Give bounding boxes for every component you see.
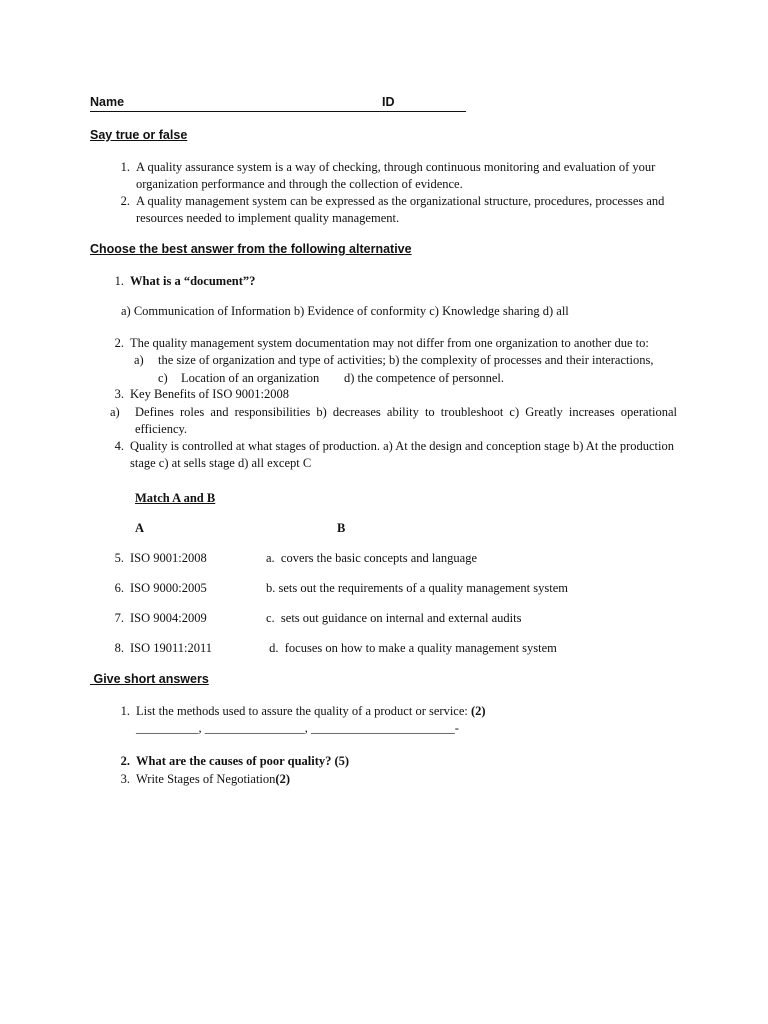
match-b: b. sets out the requirements of a quality management system bbox=[266, 581, 569, 595]
tf-item-text: A quality management system can be expressed as the organizational structure, procedures, processes and resources needed to implement quality management. bbox=[136, 194, 665, 225]
mc-options: a) the size of organization and type of activities; b) the complexity of processes and their interactions, bbox=[134, 353, 654, 367]
mc-question: 2. The quality management system documentation may not differ from one organization to another due to: bbox=[114, 336, 649, 350]
match-title: Match A and B bbox=[135, 491, 216, 505]
answer-blanks: __________, ________________, _______________________- bbox=[136, 721, 459, 735]
match-b: a. covers the basic concepts and language bbox=[266, 551, 478, 565]
match-a: ISO 9001:2008 bbox=[130, 551, 207, 565]
mc-question-text: What is a “document”? bbox=[130, 274, 256, 288]
id-label: ID bbox=[382, 95, 395, 109]
mc-question: 1. What is a “document”? bbox=[114, 274, 256, 288]
marks: (2) bbox=[471, 704, 486, 718]
match-b: c. sets out guidance on internal and external audits bbox=[266, 611, 522, 625]
tf-item: 1. A quality assurance system is a way of checking, through continuous monitoring and evaluation of your organization performance and through the collection of evidence. bbox=[110, 159, 670, 193]
short-question-text: Write Stages of Negotiation bbox=[136, 772, 276, 786]
tf-item: 2. A quality management system can be expressed as the organizational structure, procedures, processes and resources needed to implement quality management. bbox=[110, 193, 670, 227]
mc-options: c) Location of an organization d) the competence of personnel. bbox=[158, 371, 505, 385]
match-col-b-header: B bbox=[337, 521, 346, 535]
section-title-short-answers: Give short answers bbox=[90, 672, 209, 686]
match-col-a-header: A bbox=[135, 521, 145, 535]
marks: (2) bbox=[275, 772, 290, 786]
mc-question: 3. Key Benefits of ISO 9001:2008 bbox=[114, 387, 290, 401]
mc-question-text: Key Benefits of ISO 9001:2008 bbox=[130, 387, 290, 401]
mc-options: a) Defines roles and responsibilities b) decreases ability to troubleshoot c) Greatly increases operational efficiency. bbox=[110, 405, 677, 436]
match-a: ISO 9004:2009 bbox=[130, 611, 207, 625]
mc-question-text: Quality is controlled at what stages of production. a) At the design and conception stage b) At the production stage c) at sells stage d) all except C bbox=[130, 439, 674, 470]
name-label: Name bbox=[90, 95, 125, 109]
match-a: ISO 9000:2005 bbox=[130, 581, 207, 595]
mc-options: a) Communication of Information b) Evidence of conformity c) Knowledge sharing d) all bbox=[121, 304, 569, 318]
short-question: 2. What are the causes of poor quality? (5) bbox=[120, 754, 350, 768]
short-question-text: What are the causes of poor quality? (5) bbox=[136, 754, 350, 768]
section-title-choose: Choose the best answer from the following alternative bbox=[90, 242, 412, 256]
mc-question: 4. Quality is controlled at what stages of production. a) At the design and conception stage b) At the production stage c) at sells stage d) all except C bbox=[104, 438, 677, 472]
mc-question-text: The quality management system documentation may not differ from one organization to another due to: bbox=[130, 336, 649, 350]
match-b: d. focuses on how to make a quality management system bbox=[266, 641, 557, 655]
short-question: 3. Write Stages of Negotiation(2) bbox=[120, 772, 290, 786]
section-title-true-false: Say true or false bbox=[90, 128, 188, 142]
short-question-text: List the methods used to assure the quality of a product or service: bbox=[136, 704, 471, 718]
short-question: 1. List the methods used to assure the quality of a product or service: (2) bbox=[120, 704, 486, 718]
tf-item-text: A quality assurance system is a way of checking, through continuous monitoring and evaluation of your organization performance and through the collection of evidence. bbox=[136, 160, 656, 191]
match-a: ISO 19011:2011 bbox=[130, 641, 213, 655]
header-line bbox=[90, 95, 466, 112]
